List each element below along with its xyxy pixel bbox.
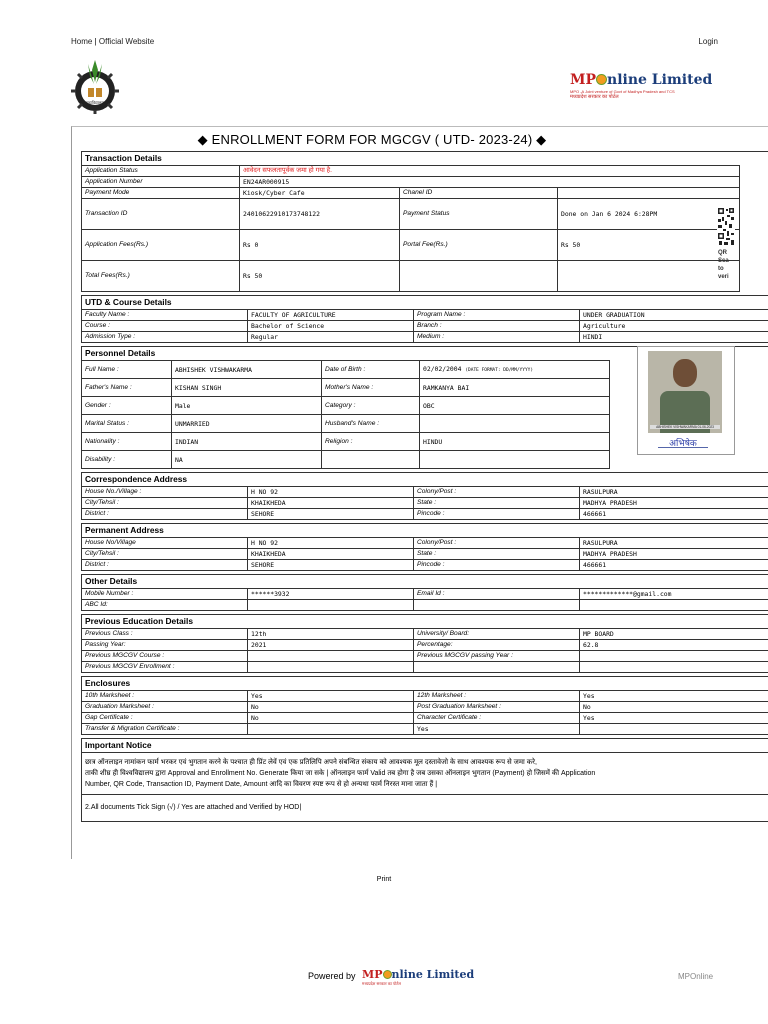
- logo-caption: महाविद्यालय: [86, 100, 104, 105]
- enrollment-form: [71, 126, 768, 859]
- notice-heading: Important Notice: [81, 738, 768, 752]
- correspondence-heading: Correspondence Address: [81, 472, 768, 486]
- home-link[interactable]: Home: [71, 37, 93, 46]
- other-heading: Other Details: [81, 574, 768, 588]
- top-nav-left: [71, 37, 154, 46]
- transaction-heading: Transaction Details: [81, 151, 768, 165]
- permanent-table: House No/Village H NO 92 Colony/Post : RASULPURA City/Tehsil : KHAIKHEDA State : MADHYA PRADESH District : SEHORE Pincode : 466661: [81, 537, 768, 571]
- footer-mponline: MPOnline: [678, 972, 714, 981]
- signature: [658, 435, 708, 448]
- mponline-logo: MP nline Limited MPO -A Joint venture of Govt of Madhya Pradesh and TCS मध्यप्रदेश सरकार का पोर्टल: [570, 72, 713, 100]
- correspondence-table: House No./Village : H NO 92 Colony/Post : RASULPURA City/Tehsil : KHAIKHEDA State : MADHYA PRADESH District : SEHORE Pincode : 466661: [81, 486, 768, 520]
- qr-code: [717, 207, 735, 247]
- student-photo: [637, 346, 735, 455]
- enclosures-table: 10th Marksheet : Yes 12th Marksheet : Yes Graduation Marksheet : No Post Graduation Marksheet : No Gap Certificate : No Character Certificate : Yes Transfer & Migration Certificate : Yes: [81, 690, 768, 735]
- application-status: आवेदन सफलतापूर्वक जमा हो गया है.: [240, 166, 740, 177]
- notice-declaration: 2.All documents Tick Sign (√) / Yes are attached and Verified by HOD|: [81, 795, 768, 822]
- full-name: ABHISHEK VISHWAKARMA: [172, 361, 322, 379]
- official-website-link[interactable]: Official Website: [98, 37, 155, 46]
- powered-by: Powered by MP nline Limited मध्यप्रदेश सरकार का पोर्टल: [308, 968, 475, 986]
- utd-heading: UTD & Course Details: [81, 295, 768, 309]
- transaction-id: 240106229101737481​22: [240, 199, 400, 230]
- permanent-heading: Permanent Address: [81, 523, 768, 537]
- university-logo: [70, 58, 120, 114]
- transaction-table: Application Status आवेदन सफलतापूर्वक जमा हो गया है. Application Number EN24AR000915 Payment Mode Kiosk/Cyber Cafe Chanel ID Transaction ID 240106229101737481​22 Payment Status Done on Jan 6 2024 6:28PM Application Fees(Rs.) Rs 0 Portal Fee(Rs.) Rs 50 Total Fees(Rs.) Rs 50: [81, 165, 740, 292]
- personal-heading: Personnel Details: [81, 346, 768, 360]
- notice-text: छात्र ऑनलाइन नामांकन फार्म भरकर एवं भुगतान करने के पश्चात ही प्रिंट लेवें एवं एक प्रतिलिपि अपने संबन्धित संकाय को आवश्यक मूल दस्तावेजो के साथ आवश्यक रूप से जमा करे, ताकी शीघ्र ही विश्वविद्यालय द्वारा Approval and Enrollment No. Generate किया जा सके | ऑनलाइन फार्म Valid तब होगा है जब उसका ऑनलाइन भुगतान (Payment) हो जिसमें की Application Number, QR Code, Transaction ID, Payment Date, Amount आदि का विवरण स्पष्ट रूप से हो अन्यथा फार्म निरस्त माना जाता हैं |: [81, 752, 768, 795]
- nav-separator: |: [94, 37, 97, 46]
- svg-text:अभिषेक: अभिषेक: [669, 439, 697, 448]
- photo-name-caption: ABHISHEK VISHWAKARMA 01-06-2023: [650, 425, 720, 429]
- form-title: ◆ ENROLLMENT FORM FOR MGCGV ( UTD- 2023-24) ◆: [197, 132, 547, 147]
- dob: 02/02/2004: [423, 364, 462, 373]
- education-table: Previous Class : 12th University/ Board: MP BOARD Passing Year: 2021 Percentage: 62.8 Previous MGCGV Course : Previous MGCGV passing Year : Previous MGCGV Enrollment :: [81, 628, 768, 673]
- login-link[interactable]: Login: [698, 37, 718, 46]
- application-number: EN24AR000915: [240, 177, 740, 188]
- print-button[interactable]: Print: [376, 876, 392, 883]
- utd-table: Faculty Name : FACULTY OF AGRICULTURE Program Name : UNDER GRADUATION Course : Bachelor of Science Branch : Agriculture Admission Type : Regular Medium : HINDI: [81, 309, 768, 343]
- other-table: Mobile Number : ******3932 Email Id : *************@gmail.com ABC Id:: [81, 588, 768, 611]
- education-heading: Previous Education Details: [81, 614, 768, 628]
- personal-table: Full Name : ABHISHEK VISHWAKARMA Date of Birth : 02/02/2004 (DATE FORMAT: DD/MM/YYYY) Father's Name : KISHAN SINGH Mother's Name : RAMKANYA BAI Gender : Male Category : OBC Marital Status : UNMARRIED Husband's Name : Nationality : INDIAN Religion : HINDU Disability : NA: [81, 360, 768, 469]
- qr-caption: QR Sca to veri: [718, 250, 729, 280]
- enclosures-heading: Enclosures: [81, 676, 768, 690]
